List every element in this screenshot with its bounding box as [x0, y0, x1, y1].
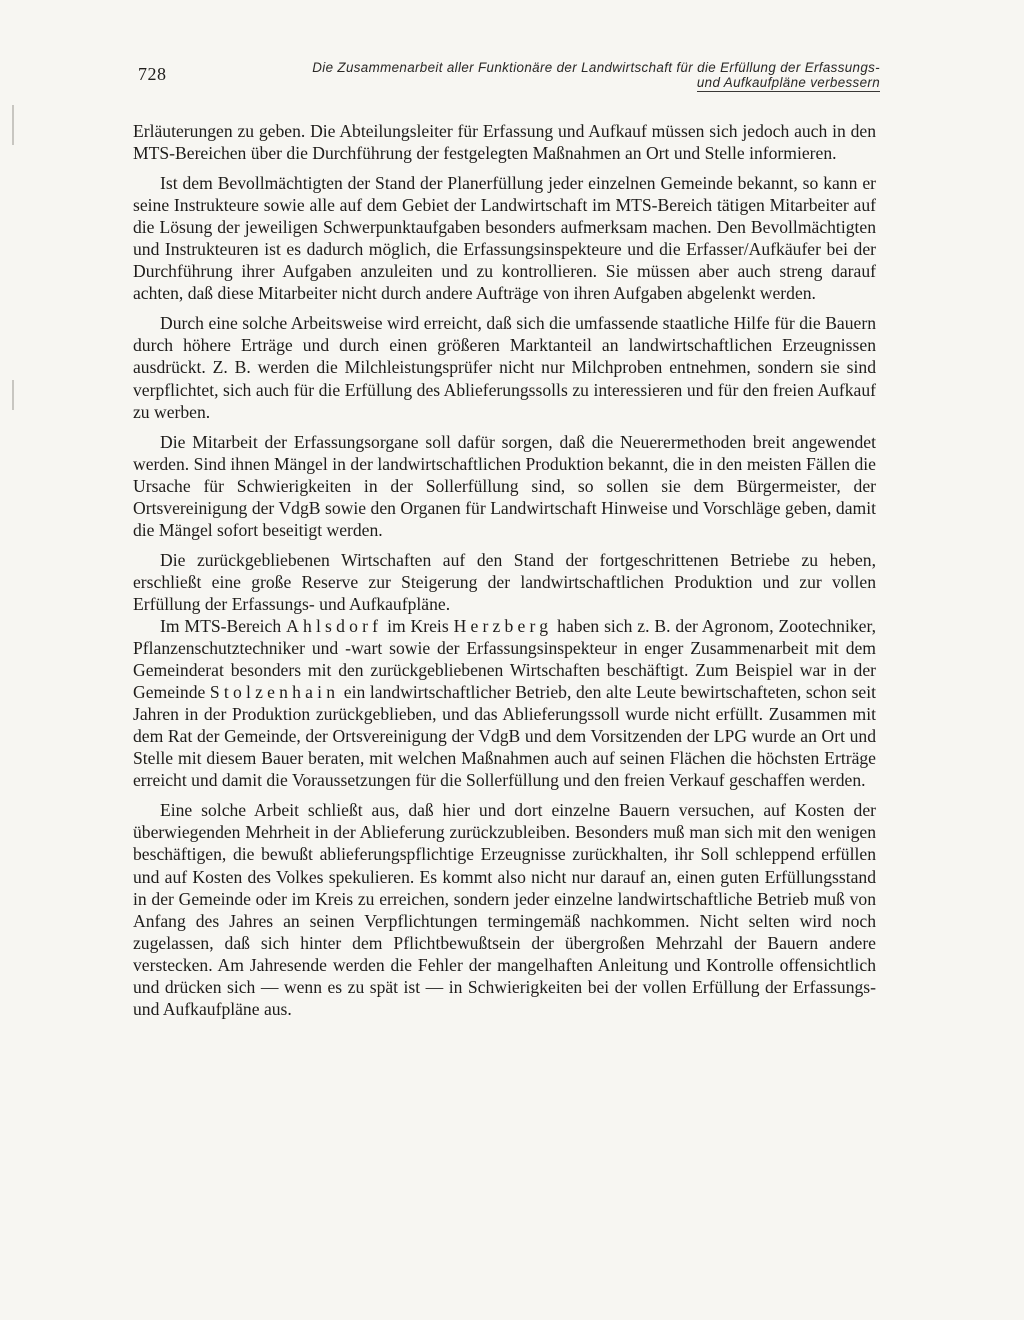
- running-title: [312, 60, 880, 92]
- paragraph-text: im Kreis: [382, 615, 454, 636]
- body-text: [133, 120, 876, 1028]
- paragraph-text: Im MTS-Bereich: [160, 615, 287, 636]
- paragraph: Durch eine solche Arbeitsweise wird erreicht, daß sich die umfassende staatliche Hilfe für die Bauern durch höhere Erträge und durch einen größeren Marktanteil an landwirtschaftlichen Erzeugnissen ausdrückt. Z. B. werden die Milchleistungsprüfer nicht nur Milchproben entnehmen, sondern sie sind verpflichtet, sich auch für die Erfüllung des Ablieferungssolls zu interessieren und für den freien Aufkauf zu werben.: [133, 313, 876, 422]
- paragraph: Ist dem Bevollmächtigten der Stand der Planerfüllung jeder einzelnen Gemeinde bekannt, so kann er seine Instrukteure sowie alle auf dem Gebiet der Landwirtschaft im MTS-Bereich tätigen Mitarbeiter auf die Lösung der jeweiligen Schwerpunktaufgaben besonders aufmerksam machen. Den Bevollmächtigten und Instrukteuren ist es dadurch möglich, die Erfassungsinspekteure und die Erfasser/Aufkäufer bei der Durchführung ihrer Aufgaben anzuleiten und zu kontrollieren. Sie müssen aber auch streng darauf achten, daß diese Mitarbeiter nicht durch andere Aufträge von ihren Aufgaben abgelenkt werden.: [133, 173, 876, 304]
- place-name: Stolzenhain: [209, 682, 340, 703]
- page-number: 728: [138, 64, 167, 84]
- running-title-line-1: Die Zusammenarbeit aller Funktionäre der Landwirtschaft für die Erfüllung der Erfassungs-: [312, 60, 880, 75]
- paragraph: Die zurückgebliebenen Wirtschaften auf den Stand der fortgeschrittenen Betriebe zu heben, erschließt eine große Reserve zur Steigerung der landwirtschaftlichen Produktion und zur vollen Erfüllung der Erfassungs- und Aufkaufpläne.: [133, 549, 876, 614]
- paragraph: [133, 615, 876, 791]
- paragraph: Erläuterungen zu geben. Die Abteilungsleiter für Erfassung und Aufkauf müssen sich jedoch auch in den MTS-Bereichen über die Durchführung der festgelegten Maßnahmen an Ort und Stelle informieren.: [133, 121, 876, 164]
- place-name: Herzberg: [453, 615, 553, 636]
- place-name: Ahlsdorf: [286, 615, 383, 636]
- paragraph-text: haben sich z. B. der Agronom, Zootechniker, Pflanzenschutztechniker und -wart sowie der Erfassungsinspekteur in enger Zusammenarbeit mit dem Gemeinderat besonders mit den zurückgebliebenen Wirtschaften beschäftigt. Zum Beispiel war in der Gemeinde: [133, 615, 876, 703]
- running-title-line-2: und Aufkaufpläne verbessern: [696, 75, 880, 90]
- page-header: [138, 60, 880, 94]
- paragraph: Eine solche Arbeit schließt aus, daß hier und dort einzelne Bauern versuchen, auf Kosten der überwiegenden Mehrheit in der Ablieferung zurückzubleiben. Besonders muß man sich mit den wenigen beschäftigen, die bewußt ablieferungspflichtige Erzeugnisse zurückhalten, ihr Soll schleppend erfüllen und auf Kosten des Volkes spekulieren. Es kommt also nicht nur darauf an, einen guten Erfüllungsstand in der Gemeinde oder im Kreis zu erreichen, sondern jeder einzelne landwirtschaftliche Betrieb muß von Anfang des Jahres an seinen Verpflichtungen termingemäß nachkommen. Nicht selten wird noch zugelassen, daß sich hinter dem Pflichtbewußtsein der übergroßen Mehrzahl der Bauern andere verstecken. Am Jahresende werden die Fehler der mangelhaften Anleitung und Kontrolle offensichtlich und drücken sich — wenn es zu spät ist — in Schwierigkeiten bei der vollen Erfüllung der Erfassungs- und Aufkaufpläne aus.: [133, 800, 876, 1019]
- scan-mark: [12, 105, 14, 145]
- scan-mark: [12, 380, 14, 410]
- paragraph: Die Mitarbeit der Erfassungsorgane soll dafür sorgen, daß die Neuerermethoden breit angewendet werden. Sind ihnen Mängel in der landwirtschaftlichen Produktion bekannt, die in den meisten Fällen die Ursache für Schwierigkeiten in der Sollerfüllung sind, so sollen sie dem Bürgermeister, der Ortsvereinigung der VdgB sowie den Organen für Landwirtschaft Hinweise und Vorschläge geben, damit die Mängel sofort beseitigt werden.: [133, 431, 876, 540]
- paragraph-text: ein landwirtschaftlicher Betrieb, den alte Leute bewirtschafteten, schon seit Jahren in der Produktion zurückgeblieben, und das Ablieferungssoll wurde nicht erfüllt. Zusammen mit dem Rat der Gemeinde, der Ortsvereinigung der VdgB und dem Vorsitzenden der LPG wurde an Ort und Stelle mit diesem Bauer beraten, mit welchen Maßnahmen auch auf seinen Flächen die höchsten Erträge erreicht und damit die Voraussetzungen für die Sollerfüllung und den freien Verkauf geschaffen werden.: [133, 682, 877, 791]
